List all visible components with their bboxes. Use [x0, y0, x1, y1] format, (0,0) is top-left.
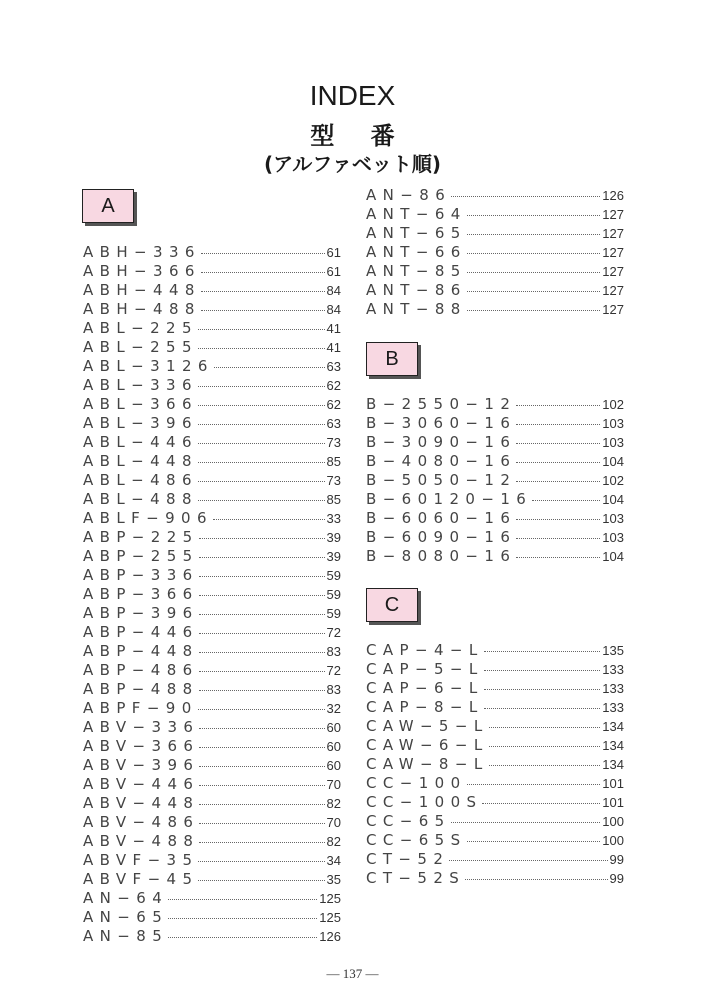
model-code: ABV−448: [83, 794, 200, 812]
model-code: AN−65: [83, 908, 169, 926]
model-code: ANT−66: [366, 243, 467, 261]
model-code: CT−52: [366, 850, 450, 868]
index-title: INDEX: [309, 80, 396, 111]
model-code: ABLF−906: [83, 509, 213, 527]
page-ref: 39: [326, 530, 341, 545]
index-entry: [366, 736, 624, 755]
index-entry: [83, 794, 341, 813]
index-entry: [366, 395, 624, 414]
page-ref: 82: [326, 796, 341, 811]
dot-leader: [467, 253, 601, 254]
index-entry: [366, 528, 624, 547]
page-ref: 63: [326, 359, 341, 374]
model-code: CAP−6−L: [366, 679, 484, 697]
page-ref: 104: [602, 454, 624, 469]
model-code: CAP−5−L: [366, 660, 484, 678]
page-ref: 103: [602, 416, 624, 431]
dot-leader: [199, 576, 325, 577]
page-ref: 134: [602, 719, 624, 734]
index-entry: [366, 414, 624, 433]
model-code: CC−100: [366, 774, 467, 792]
index-entry: [366, 300, 624, 319]
dot-leader: [201, 253, 325, 254]
model-code: ABP−336: [83, 566, 199, 584]
page-number: — 137 —: [326, 966, 379, 981]
dot-leader: [201, 272, 325, 273]
page-ref: 126: [602, 188, 624, 203]
model-code: ABL−486: [83, 471, 198, 489]
dot-leader: [516, 538, 600, 539]
index-entry: [83, 509, 341, 528]
page-ref: 127: [602, 302, 624, 317]
page-ref: 34: [326, 853, 341, 868]
page-ref: 104: [602, 492, 624, 507]
index-entry: [83, 775, 341, 794]
model-code: ABL−488: [83, 490, 198, 508]
page-ref: 60: [326, 758, 341, 773]
dot-leader: [516, 481, 600, 482]
page-ref: 41: [326, 340, 341, 355]
index-entry: [83, 395, 341, 414]
page-ref: 73: [326, 435, 341, 450]
model-code: ABV−366: [83, 737, 200, 755]
model-code: CAP−4−L: [366, 641, 484, 659]
model-code: CAP−8−L: [366, 698, 484, 716]
section-a-list-col2: [366, 186, 624, 319]
index-entry: [83, 889, 341, 908]
model-number-heading: 型 番: [310, 122, 409, 150]
dot-leader: [199, 557, 325, 558]
dot-leader: [484, 651, 601, 652]
page-ref: 62: [326, 378, 341, 393]
page-ref: 99: [609, 871, 624, 886]
model-code: B−8080−16: [366, 547, 517, 565]
page-ref: 102: [602, 473, 624, 488]
dot-leader: [484, 670, 601, 671]
page-ref: 84: [326, 283, 341, 298]
dot-leader: [516, 405, 600, 406]
index-entry: [83, 433, 341, 452]
model-code: ABP−448: [83, 642, 199, 660]
index-entry: [83, 604, 341, 623]
model-code: ABVF−45: [83, 870, 199, 888]
dot-leader: [198, 861, 324, 862]
dot-leader: [451, 822, 601, 823]
index-entry: [83, 566, 341, 585]
index-entry: [366, 641, 624, 660]
dot-leader: [465, 879, 607, 880]
dot-leader: [516, 462, 600, 463]
model-code: ANT−88: [366, 300, 467, 318]
model-code: CAW−6−L: [366, 736, 489, 754]
index-entry: [83, 585, 341, 604]
index-entry: [366, 679, 624, 698]
page-ref: 133: [602, 681, 624, 696]
page-ref: 99: [609, 852, 624, 867]
page-ref: 103: [602, 511, 624, 526]
page-ref: 61: [326, 245, 341, 260]
model-code: AN−85: [83, 927, 169, 945]
page-ref: 60: [326, 720, 341, 735]
dot-leader: [484, 708, 601, 709]
index-entry: [83, 357, 341, 376]
dot-leader: [198, 481, 325, 482]
dot-leader: [198, 443, 325, 444]
model-code: B−6060−16: [366, 509, 517, 527]
page-ref: 72: [326, 663, 341, 678]
page-ref: 70: [326, 777, 341, 792]
model-code: ABV−446: [83, 775, 200, 793]
dot-leader: [168, 918, 317, 919]
dot-leader: [198, 462, 325, 463]
index-entry: [83, 623, 341, 642]
dot-leader: [214, 367, 325, 368]
dot-leader: [516, 557, 600, 558]
model-code: B−4080−16: [366, 452, 517, 470]
index-entry: [366, 812, 624, 831]
page-ref: 83: [326, 644, 341, 659]
page-ref: 100: [602, 833, 624, 848]
index-entry: [83, 908, 341, 927]
dot-leader: [201, 310, 325, 311]
dot-leader: [198, 709, 325, 710]
model-code: ABP−396: [83, 604, 199, 622]
model-code: B−60120−16: [366, 490, 533, 508]
page-ref: 83: [326, 682, 341, 697]
index-entry: [366, 490, 624, 509]
page-ref: 84: [326, 302, 341, 317]
dot-leader: [199, 728, 324, 729]
dot-leader: [198, 348, 325, 349]
page-ref: 35: [326, 872, 341, 887]
page-ref: 127: [602, 264, 624, 279]
model-code: ABP−488: [83, 680, 199, 698]
model-code: ABL−336: [83, 376, 198, 394]
section-b-header: [366, 342, 418, 376]
model-code: ABL−396: [83, 414, 198, 432]
model-code: ABV−488: [83, 832, 200, 850]
dot-leader: [199, 785, 324, 786]
dot-leader: [199, 842, 324, 843]
dot-leader: [199, 690, 325, 691]
model-code: CAW−5−L: [366, 717, 489, 735]
dot-leader: [484, 689, 601, 690]
index-entry: [366, 869, 624, 888]
page-ref: 102: [602, 397, 624, 412]
model-code: CC−65: [366, 812, 451, 830]
dot-leader: [451, 196, 600, 197]
page-ref: 101: [602, 776, 624, 791]
model-code: AN−64: [83, 889, 169, 907]
model-code: ANT−85: [366, 262, 467, 280]
model-code: B−3060−16: [366, 414, 517, 432]
page-ref: 127: [602, 226, 624, 241]
dot-leader: [168, 937, 317, 938]
index-entry: [83, 832, 341, 851]
page-ref: 33: [326, 511, 341, 526]
section-a-header: [82, 189, 134, 223]
page-ref: 101: [602, 795, 624, 810]
dot-leader: [199, 766, 324, 767]
model-code: ABL−366: [83, 395, 198, 413]
index-entry: [83, 851, 341, 870]
dot-leader: [532, 500, 600, 501]
page-ref: 60: [326, 739, 341, 754]
page-ref: 59: [326, 568, 341, 583]
index-entry: [83, 281, 341, 300]
index-entry: [83, 452, 341, 471]
page-ref: 85: [326, 454, 341, 469]
model-code: ABV−486: [83, 813, 200, 831]
model-code: ABP−255: [83, 547, 199, 565]
dot-leader: [199, 538, 325, 539]
model-code: B−2550−12: [366, 395, 517, 413]
dot-leader: [199, 595, 325, 596]
model-code: ABL−448: [83, 452, 198, 470]
index-entry: [83, 338, 341, 357]
dot-leader: [516, 424, 600, 425]
index-entry: [366, 243, 624, 262]
dot-leader: [199, 823, 324, 824]
page-ref: 63: [326, 416, 341, 431]
dot-leader: [198, 880, 324, 881]
page-ref: 62: [326, 397, 341, 412]
dot-leader: [198, 424, 325, 425]
model-code: ABH−488: [83, 300, 201, 318]
model-code: CAW−8−L: [366, 755, 489, 773]
dot-leader: [198, 386, 325, 387]
page-ref: 134: [602, 738, 624, 753]
dot-leader: [201, 291, 325, 292]
index-entry: [366, 433, 624, 452]
index-entry: [83, 870, 341, 889]
index-entry: [366, 755, 624, 774]
index-entry: [83, 680, 341, 699]
section-b-list: [366, 395, 624, 566]
model-code: ABP−366: [83, 585, 199, 603]
model-code: ABPF−90: [83, 699, 198, 717]
model-code: ABV−396: [83, 756, 200, 774]
index-entry: [366, 186, 624, 205]
index-entry: [83, 699, 341, 718]
dot-leader: [489, 727, 601, 728]
dot-leader: [467, 784, 601, 785]
page-ref: 59: [326, 606, 341, 621]
index-entry: [83, 547, 341, 566]
dot-leader: [467, 234, 601, 235]
dot-leader: [199, 614, 325, 615]
page-ref: 32: [326, 701, 341, 716]
page-ref: 135: [602, 643, 624, 658]
dot-leader: [467, 215, 601, 216]
index-entry: [83, 414, 341, 433]
page-ref: 133: [602, 662, 624, 677]
index-entry: [366, 774, 624, 793]
page-ref: 85: [326, 492, 341, 507]
index-entry: [83, 376, 341, 395]
dot-leader: [213, 519, 325, 520]
page-ref: 59: [326, 587, 341, 602]
model-code: ABVF−35: [83, 851, 199, 869]
section-c-header: [366, 588, 418, 622]
page-ref: 103: [602, 530, 624, 545]
model-code: ABL−255: [83, 338, 198, 356]
index-entry: [366, 509, 624, 528]
index-entry: [366, 224, 624, 243]
index-entry: [83, 528, 341, 547]
model-code: ABP−486: [83, 661, 199, 679]
dot-leader: [199, 671, 325, 672]
index-entry: [83, 300, 341, 319]
index-entry: [366, 281, 624, 300]
dot-leader: [482, 803, 600, 804]
model-code: CC−65S: [366, 831, 467, 849]
model-code: ABH−336: [83, 243, 201, 261]
section-c-list: [366, 641, 624, 888]
section-letter-badge: C: [366, 588, 418, 622]
model-code: ABH−366: [83, 262, 201, 280]
page-ref: 73: [326, 473, 341, 488]
model-code: ABL−446: [83, 433, 198, 451]
section-letter-badge: A: [82, 189, 134, 223]
model-code: CC−100S: [366, 793, 483, 811]
page-ref: 125: [319, 910, 341, 925]
index-entry: [366, 793, 624, 812]
dot-leader: [489, 746, 601, 747]
page-ref: 126: [319, 929, 341, 944]
index-entry: [366, 547, 624, 566]
index-entry: [83, 243, 341, 262]
page-ref: 134: [602, 757, 624, 772]
dot-leader: [199, 747, 324, 748]
index-entry: [83, 642, 341, 661]
index-entry: [83, 718, 341, 737]
page-ref: 100: [602, 814, 624, 829]
index-entry: [83, 661, 341, 680]
index-entry: [366, 698, 624, 717]
page-ref: 127: [602, 207, 624, 222]
dot-leader: [449, 860, 607, 861]
model-code: B−6090−16: [366, 528, 517, 546]
dot-leader: [467, 272, 601, 273]
model-code: ABV−336: [83, 718, 200, 736]
model-code: ANT−65: [366, 224, 467, 242]
model-code: AN−86: [366, 186, 452, 204]
dot-leader: [516, 519, 600, 520]
section-a-list-col1: [83, 243, 341, 946]
index-entry: [83, 471, 341, 490]
model-code: ABH−448: [83, 281, 201, 299]
page-ref: 127: [602, 283, 624, 298]
index-entry: [366, 717, 624, 736]
page-ref: 39: [326, 549, 341, 564]
model-code: B−3090−16: [366, 433, 517, 451]
dot-leader: [516, 443, 600, 444]
page-ref: 41: [326, 321, 341, 336]
index-entry: [83, 490, 341, 509]
index-entry: [83, 262, 341, 281]
index-entry: [366, 850, 624, 869]
dot-leader: [199, 804, 324, 805]
section-letter-badge: B: [366, 342, 418, 376]
model-code: ABP−446: [83, 623, 199, 641]
index-entry: [366, 660, 624, 679]
model-code: ABL−225: [83, 319, 198, 337]
page-ref: 125: [319, 891, 341, 906]
model-code: ANT−64: [366, 205, 467, 223]
page-ref: 127: [602, 245, 624, 260]
page-ref: 72: [326, 625, 341, 640]
page-ref: 104: [602, 549, 624, 564]
model-code: CT−52S: [366, 869, 466, 887]
dot-leader: [198, 500, 325, 501]
dot-leader: [199, 652, 325, 653]
model-code: ABL−3126: [83, 357, 214, 375]
dot-leader: [489, 765, 601, 766]
page-ref: 103: [602, 435, 624, 450]
index-entry: [366, 205, 624, 224]
index-entry: [83, 737, 341, 756]
index-entry: [83, 813, 341, 832]
dot-leader: [168, 899, 317, 900]
dot-leader: [198, 405, 325, 406]
index-entry: [366, 831, 624, 850]
dot-leader: [467, 291, 601, 292]
alphabetical-order-heading: (アルファベット順): [263, 152, 442, 176]
model-code: B−5050−12: [366, 471, 517, 489]
model-code: ABP−225: [83, 528, 199, 546]
page-ref: 61: [326, 264, 341, 279]
index-entry: [83, 756, 341, 775]
index-entry: [366, 262, 624, 281]
page-ref: 82: [326, 834, 341, 849]
page-ref: 133: [602, 700, 624, 715]
index-entry: [83, 927, 341, 946]
dot-leader: [199, 633, 325, 634]
page-ref: 70: [326, 815, 341, 830]
dot-leader: [467, 310, 601, 311]
index-entry: [366, 452, 624, 471]
dot-leader: [467, 841, 601, 842]
dot-leader: [198, 329, 325, 330]
index-entry: [83, 319, 341, 338]
index-entry: [366, 471, 624, 490]
model-code: ANT−86: [366, 281, 467, 299]
